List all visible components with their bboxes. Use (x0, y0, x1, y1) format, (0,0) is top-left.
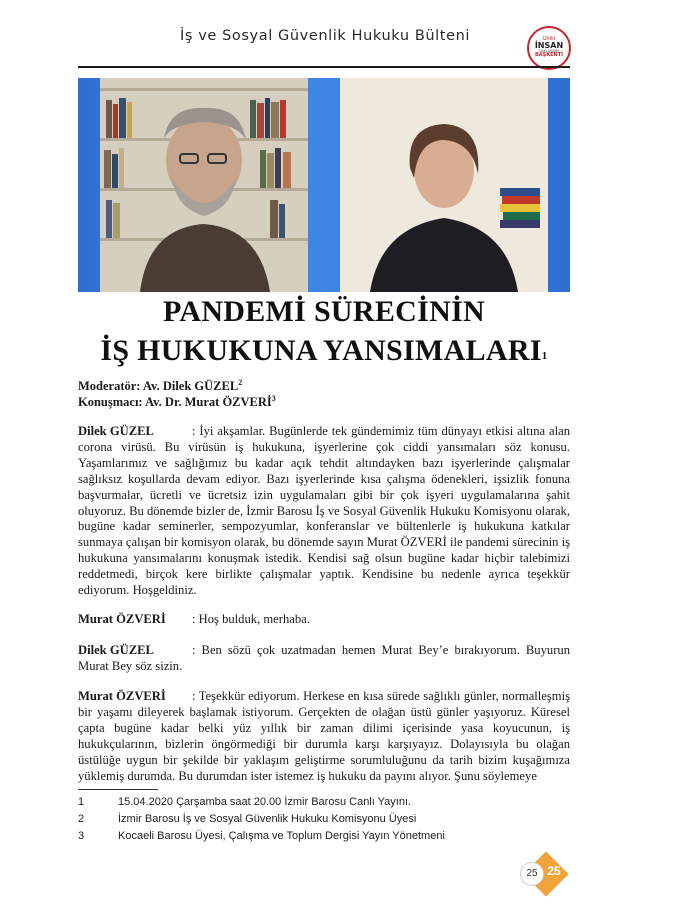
footnote (78, 796, 411, 808)
footnote-text: 15.04.2020 Çarşamba saat 20.00 İzmir Barosu Canlı Yayını. (118, 796, 412, 808)
article-title-line-2-wrap (78, 331, 570, 370)
footnote (78, 813, 416, 825)
footnote (78, 830, 445, 842)
dialogue-text: : Teşekkür ediyorum. Herkese en kısa sürede sağlıklı günler, normalleşmiş bir yaşamı dileyerek başlamak istiyorum. Gerçekten de olağan üstü günler yaşıyoruz. Küresel çapta bugüne kadar belki yüz yıllık bir zaman dilimi içerisinde yasa koyucunun, iş hukukçularının, bizlerin öngörmediği bir durumla karşı karşıyayız. Dolayısıyla bu olağan üstülüğe uygun bir şekilde bir yaklaşım geliştirme sorumluluğunu da tarih bizim kuşağımıza yüklemiş durumda. Bu durumdan ister istemez iş hukuku da payını alıyor. Şunu söylemeye (78, 689, 570, 783)
page-number-circle: 25 (520, 862, 544, 886)
page-number: 25 (547, 864, 561, 878)
dialogue-text: : İyi akşamlar. Bugünlerde tek gündemimiz tüm dünyayı etkisi altına alan corona virüsü. Bu virüsün iş hukukuna, işyerlerine çok ciddi yansımaları söz konusu. Yaşamlarımız ve sağlığımız bu kadar açık tehdit altındayken bazı işyerlerinde çalışmalar sağlıksız koşullarda devam ediyor. Bazı işyerlerinde kısa çalışma ödenekleri, işsizlik fonuna başvurmalar, ücretli ve ücretsiz izin uygulamaları gibi bir çok işyeri uygulamalarına şahit oluyoruz. Bu dönemde bizler de, İzmir Barosu İş ve Sosyal Güvenlik Hukuku Komisyonu olarak, bugüne kadar seminerler, sempozyumlar, konferanslar ve bültenlerle iş hukukuna katkılar sunmaya çalışan bir komisyon olarak, bu dönemde sayın Murat ÖZVERİ ile pandemi sürecinin iş hukukuna yansımalarını konuşmak istedik. Kendisi sağ olsun bugüne kadar hiçbir talebimizi reddetmedi, birçok kere birlikte çalışmalar yaptık. Kendisine bu nedenle ayrıca teşekkür ediyorum. Hoşgeldiniz. (78, 424, 570, 598)
speaker-name: Murat ÖZVERİ (78, 689, 166, 703)
logo-line-3: HAKLARININ (539, 49, 559, 54)
video-panel-left (100, 78, 308, 292)
dialogue-entry (78, 689, 570, 784)
article-title-line-2: İŞ HUKUKUNA YANSIMALARI (100, 334, 542, 367)
dialogue-text: : Hoş bulduk, merhaba. (192, 612, 310, 626)
footnote-text: İzmir Barosu İş ve Sosyal Güvenlik Hukuku Komisyonu Üyesi (118, 813, 417, 825)
dialogue-entry (78, 612, 570, 628)
footnote-number: 1 (78, 796, 85, 808)
speaker-footnote-ref: 3 (271, 394, 276, 403)
logo-line-1: İZMİR (542, 36, 556, 42)
dialogue-entry (78, 643, 570, 675)
moderator-footnote-ref: 2 (238, 378, 243, 387)
speaker-name: Murat ÖZVERİ (78, 612, 166, 626)
dialogue-entry (78, 424, 570, 599)
bookshelf-illustration (100, 78, 308, 292)
header-divider (78, 66, 570, 68)
footnote-number: 2 (78, 813, 85, 825)
article-title-line-1: PANDEMİ SÜRECİNİN (162, 295, 486, 328)
video-call-photo (78, 78, 570, 292)
footnote-divider (78, 789, 158, 790)
footnote-text: Kocaeli Barosu Üyesi, Çalışma ve Toplum Dergisi Yayın Yönetmeni (118, 830, 445, 842)
article-title (78, 292, 570, 370)
speaker-name: Dilek GÜZEL (78, 424, 154, 438)
footnote-number: 3 (78, 830, 85, 842)
speaker-text: Konuşmacı: Av. Dr. Murat ÖZVERİ (78, 395, 272, 410)
speaker-line (78, 394, 276, 410)
moderator-line (78, 378, 242, 394)
dialogue-text: : Ben sözü çok uzatmadan hemen Murat Bey’e bırakıyorum. Buyurun Murat Bey söz sizin. (78, 643, 570, 673)
logo-line-4: BAŞKENTİ (534, 52, 564, 59)
video-panel-right (340, 78, 548, 292)
speaker-name: Dilek GÜZEL (78, 643, 154, 657)
moderator-text: Moderatör: Av. Dilek GÜZEL (78, 379, 239, 394)
title-footnote-ref: 1 (541, 350, 548, 362)
izmir-insan-haklari-logo (527, 26, 571, 70)
participant-illustration (340, 78, 548, 292)
logo-line-2: İNSAN (534, 41, 564, 51)
bulletin-title: İş ve Sosyal Güvenlik Hukuku Bülteni (179, 28, 471, 44)
